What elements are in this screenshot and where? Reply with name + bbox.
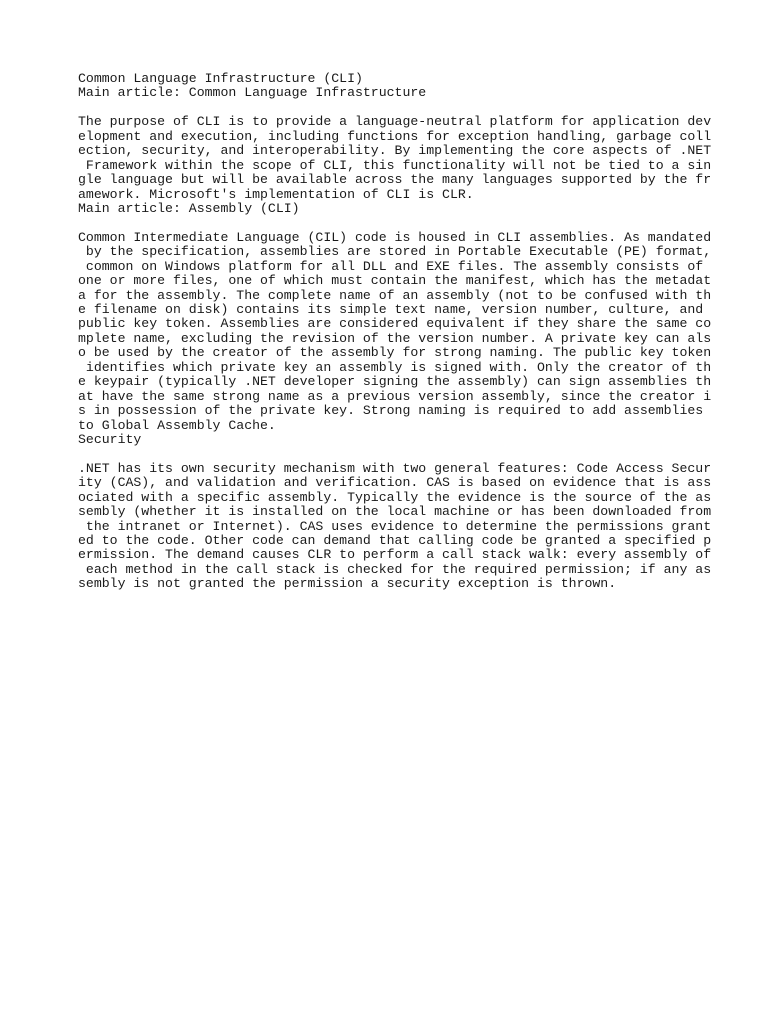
paragraph-assembly-line: s in possession of the private key. Strong naming is required to add assemblies: [78, 403, 704, 419]
paragraph-assembly-line: e keypair (typically .NET developer signing the assembly) can sign assemblies th: [78, 374, 712, 390]
paragraph-security-line: sembly (whether it is installed on the local machine or has been downloaded from: [78, 504, 712, 520]
paragraph-cli-line: ection, security, and interoperability. By implementing the core aspects of .NET: [78, 143, 712, 159]
main-article-link-assembly: Main article: Assembly (CLI): [78, 200, 300, 216]
paragraph-assembly-line: by the specification, assemblies are stored in Portable Executable (PE) format,: [78, 244, 712, 260]
paragraph-assembly-line: to Global Assembly Cache.: [78, 417, 276, 433]
paragraph-security-line: ed to the code. Other code can demand that calling code be granted a specified p: [78, 533, 712, 548]
paragraph-assembly-line: e filename on disk) contains its simple text name, version number, culture, and: [78, 302, 704, 317]
paragraph-security-line: each method in the call stack is checked for the required permission; if any as: [78, 561, 712, 577]
paragraph-security-line: .NET has its own security mechanism with two general features: Code Access Secur: [78, 460, 712, 476]
paragraph-security-line: the intranet or Internet). CAS uses evidence to determine the permissions grant: [78, 518, 712, 534]
paragraph-security-line: ociated with a specific assembly. Typically the evidence is the source of the as: [78, 489, 712, 505]
paragraph-assembly-line: mplete name, excluding the revision of the version number. A private key can als: [78, 330, 712, 346]
paragraph-assembly-line: public key token. Assemblies are considered equivalent if they share the same co: [78, 316, 712, 332]
paragraph-cli-line: elopment and execution, including functions for exception handling, garbage coll: [78, 128, 712, 144]
paragraph-assembly-line: one or more files, one of which must contain the manifest, which has the metadat: [78, 273, 712, 289]
blank-line: [78, 101, 728, 115]
paragraph-assembly-line: o be used by the creator of the assembly for strong naming. The public key token: [78, 345, 712, 361]
paragraph-assembly-line: a for the assembly. The complete name of an assembly (not to be confused with th: [78, 287, 712, 303]
paragraph-security-line: ermission. The demand causes CLR to perform a call stack walk: every assembly of: [78, 547, 712, 563]
paragraph-security-line: ity (CAS), and validation and verification. CAS is based on evidence that is ass: [78, 475, 712, 491]
paragraph-cli-line: Framework within the scope of CLI, this functionality will not be tied to a sin: [78, 157, 712, 173]
paragraph-cli-line: gle language but will be available across the many languages supported by the fr: [78, 172, 712, 188]
heading-cli: Common Language Infrastructure (CLI): [78, 71, 363, 86]
paragraph-assembly-line: at have the same strong name as a previous version assembly, since the creator i: [78, 388, 712, 404]
blank-line: [78, 216, 728, 230]
paragraph-assembly-line: common on Windows platform for all DLL and EXE files. The assembly consists of: [78, 258, 704, 274]
paragraph-assembly-line: identifies which private key an assembly is signed with. Only the creator of th: [78, 359, 712, 375]
heading-security: Security: [78, 431, 142, 447]
main-article-link-cli: Main article: Common Language Infrastructure: [78, 85, 427, 101]
document-page: [78, 72, 728, 592]
paragraph-assembly-line: Common Intermediate Language (CIL) code is housed in CLI assemblies. As mandated: [78, 229, 712, 245]
paragraph-cli-line: The purpose of CLI is to provide a language-neutral platform for application dev: [78, 114, 712, 130]
paragraph-cli-line: amework. Microsoft's implementation of CLI is CLR.: [78, 186, 474, 202]
paragraph-security-line: sembly is not granted the permission a security exception is thrown.: [78, 576, 617, 592]
blank-line: [78, 447, 728, 461]
